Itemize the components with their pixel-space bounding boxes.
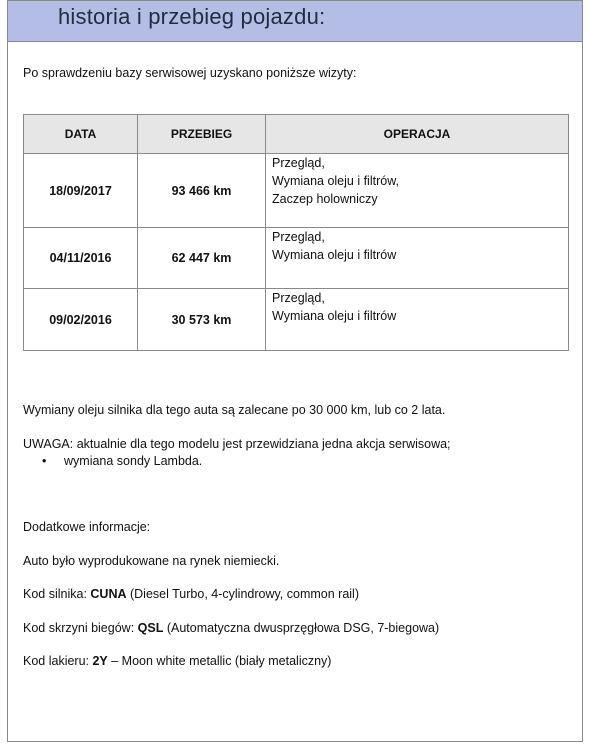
operation-item: Przegląd, <box>272 156 325 170</box>
document-frame <box>7 0 583 742</box>
row-date: 18/09/2017 <box>24 154 138 228</box>
paint-code-line <box>23 654 331 668</box>
table-row <box>24 289 569 351</box>
row-date: 09/02/2016 <box>24 289 138 351</box>
gearbox-desc: (Automatyczna dwusprzęgłowa DSG, 7-biegowa) <box>163 621 440 635</box>
operation-item: Wymiana oleju i filtrów <box>272 248 397 262</box>
warning-text: UWAGA: aktualnie dla tego modelu jest przewidziana jedna akcja serwisowa; <box>23 437 451 451</box>
market-info: Auto było wyprodukowane na rynek niemiecki. <box>23 554 280 568</box>
gearbox-code: QSL <box>137 621 164 635</box>
operation-item: Wymiana oleju i filtrów <box>272 309 397 323</box>
operation-item: Przegląd, <box>272 291 325 305</box>
row-operations <box>266 154 569 228</box>
warning-bullet-item <box>42 454 202 468</box>
row-operations <box>266 289 569 351</box>
row-mileage: 30 573 km <box>138 289 266 351</box>
oil-change-note: Wymiany oleju silnika dla tego auta są zalecane po 30 000 km, lub co 2 lata. <box>23 403 446 417</box>
paint-desc: – Moon white metallic (biały metaliczny) <box>107 654 332 668</box>
row-date: 04/11/2016 <box>24 228 138 289</box>
engine-code-line <box>23 587 359 601</box>
row-mileage: 93 466 km <box>138 154 266 228</box>
engine-code: CUNA <box>90 587 127 601</box>
gearbox-label: Kod skrzyni biegów: <box>23 621 138 635</box>
intro-text: Po sprawdzeniu bazy serwisowej uzyskano poniższe wizyty: <box>23 66 357 80</box>
service-visits-table <box>23 114 569 351</box>
engine-label: Kod silnika: <box>23 587 91 601</box>
row-mileage: 62 447 km <box>138 228 266 289</box>
table-header-row <box>24 115 569 154</box>
bullet-text: wymiana sondy Lambda. <box>64 454 203 468</box>
operation-item: Zaczep holowniczy <box>272 192 378 206</box>
header-mileage: PRZEBIEG <box>138 115 266 154</box>
engine-desc: (Diesel Turbo, 4-cylindrowy, common rail) <box>126 587 359 601</box>
page-title: historia i przebieg pojazdu: <box>58 4 326 29</box>
paint-code: 2Y <box>92 654 108 668</box>
header-operation: OPERACJA <box>266 115 569 154</box>
operation-item: Przegląd, <box>272 230 325 244</box>
header-band <box>8 1 582 42</box>
gearbox-code-line <box>23 621 439 635</box>
table-row <box>24 228 569 289</box>
additional-info-heading: Dodatkowe informacje: <box>23 520 151 534</box>
operation-item: Wymiana oleju i filtrów, <box>272 174 400 188</box>
table-row <box>24 154 569 228</box>
row-operations <box>266 228 569 289</box>
bullet-icon: • <box>42 454 47 468</box>
header-date: DATA <box>24 115 138 154</box>
paint-label: Kod lakieru: <box>23 654 93 668</box>
